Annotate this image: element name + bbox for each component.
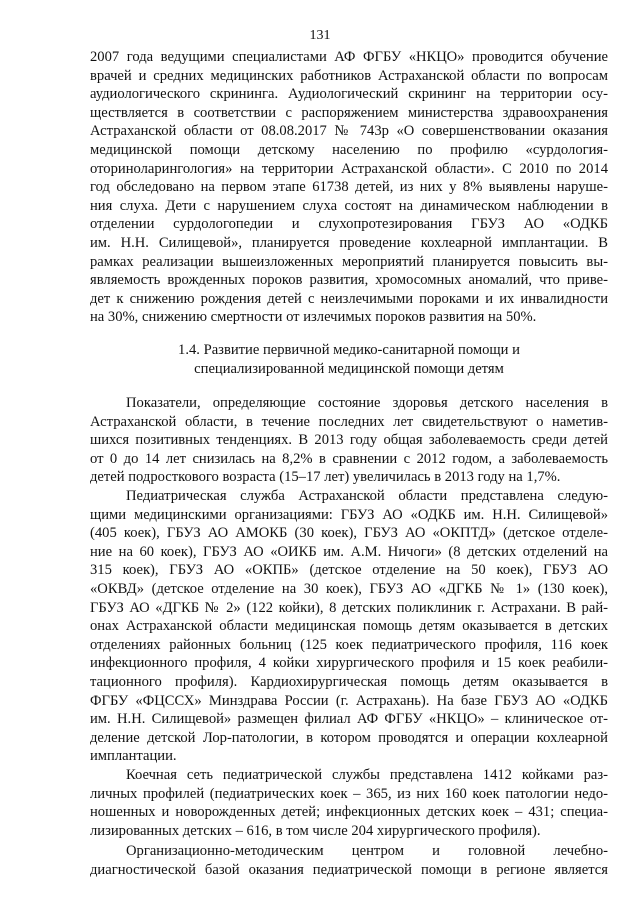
text-line: ния слуха. Дети с нарушением слуха состоят на динамическом наблюдении в (90, 197, 608, 214)
page-number: 131 (309, 28, 331, 43)
text-line: Астраханской области, в течение последних лет свидетельствуют о наметив- (90, 413, 608, 430)
paragraph-audiology-screening (90, 48, 608, 327)
paragraph-methodological-center (90, 842, 608, 879)
text-line: Педиатрическая служба Астраханской области представлена следую- (126, 488, 608, 504)
text-line: шихся позитивных тенденциях. В 2013 году общая заболеваемость среди детей (90, 432, 608, 449)
section-heading-line: 1.4. Развитие первичной медико-санитарной помощи и (178, 342, 520, 358)
text-line: ществляется в соответствии с распоряжением министерства здравоохранения (90, 104, 608, 121)
text-line: инфекционного профиля, 4 койки хирургического профиля и 15 коек реабили- (90, 655, 608, 672)
text-line: «ОКВД» (детское отделение на 30 коек), ГБУЗ АО «ДГКБ № 1» (130 коек), (90, 580, 608, 597)
text-line: (405 коек), ГБУЗ АО АМОКБ (30 коек), ГБУЗ АО «ОКПТД» (детское отделе- (90, 525, 608, 542)
text-line: ношенных и новорожденных детей; инфекционных детских коек – 431; специа- (90, 804, 608, 821)
paragraph-pediatric-service (90, 487, 608, 766)
text-line: щими медицинскими организациями: ГБУЗ АО «ОДКБ им. Н.Н. Силищевой» (90, 506, 608, 523)
text-line: Организационно-методическим центром и головной лечебно- (126, 843, 608, 859)
text-line: Астраханской области от 08.08.2017 № 743р «О совершенствовании оказания (90, 123, 608, 140)
text-line: на 30%, снижению смертности от излечимых пороков развития на 50%. (90, 309, 537, 326)
section-heading-line: специализированной медицинской помощи детям (194, 361, 504, 377)
text-line: от 0 до 14 лет снизилась на 8,2% в сравнении с 2012 годом, а заболеваемость (90, 450, 608, 467)
text-line: ФГБУ «ФЦССХ» Минздрава России (г. Астрахань). На базе ГБУЗ АО «ОДКБ (90, 692, 608, 709)
text-line: Коечная сеть педиатрической службы представлена 1412 койками раз- (126, 767, 608, 783)
text-line: врачей и средних медицинских работников Астраханской области по вопросам (90, 67, 608, 84)
text-line: являемость врожденных пороков развития, хромосомных аномалий, что приве- (90, 272, 608, 289)
text-line: дет к снижению рождения детей с неизлечимыми пороками и их инвалидности (90, 290, 608, 307)
text-line: 2007 года ведущими специалистами АФ ФГБУ «НКЦО» проводится обучение (90, 49, 608, 65)
text-line: Показатели, определяющие состояние здоровья детского населения в (126, 395, 608, 411)
text-line: им. Н.Н. Силищевой» размещен филиал АФ ФГБУ «НКЦО» – клиническое от- (90, 711, 608, 728)
text-line: аудиологического скрининга. Аудиологический скрининг на территории осу- (90, 86, 608, 103)
text-line: ние на 60 коек), ГБУЗ АО «ОИКБ им. А.М. Ничоги» (8 детских отделений на (90, 543, 608, 560)
paragraph-health-indicators (90, 394, 608, 487)
text-line: медицинской помощи детскому населению по профилю «сурдология- (90, 141, 608, 158)
text-line: лизированных детских – 616, в том числе 204 хирургического профиля). (90, 822, 541, 839)
text-line: год обследовано на первом этапе 61738 детей, из них у 8% выявлены наруше- (90, 179, 608, 196)
text-line: отделении сурдологопедии и слухопротезирования ГБУЗ АО «ОДКБ (90, 216, 608, 233)
text-line: тационного профиля). Кардиохирургическая помощь детям оказывается в (90, 673, 608, 690)
text-line: диагностической базой оказания педиатрической помощи в регионе является (90, 861, 608, 878)
text-line: имплантации. (90, 748, 177, 765)
text-line: 315 коек), ГБУЗ АО «ОКПБ» (детское отделение на 50 коек), ГБУЗ АО (90, 562, 608, 579)
paragraph-bed-network (90, 766, 608, 840)
text-line: ГБУЗ АО «ДГКБ № 2» (122 койки), 8 детских поликлиник г. Астрахани. В рай- (90, 599, 608, 616)
text-line: рамках реализации вышеизложенных мероприятий планируется повысить вы- (90, 253, 608, 270)
text-line: оториноларингология» на территории Астраханской области». С 2010 по 2014 (90, 160, 608, 177)
text-line: личных профилей (педиатрических коек – 365, из них 160 коек патологии недо- (90, 785, 608, 802)
text-line: онах Астраханской области медицинская помощь детям оказывается в детских (90, 618, 608, 635)
text-line: детей подросткового возраста (15–17 лет) увеличилась в 2013 году на 1,7%. (90, 469, 561, 486)
text-line: отделениях районных больниц (125 коек педиатрического профиля, 116 коек (90, 636, 608, 653)
section-heading (90, 341, 608, 379)
text-line: им. Н.Н. Силищевой», планируется проведение кохлеарной имплантации. В (90, 234, 608, 251)
text-line: деление детской Лор-патологии, в котором проводятся и операции кохлеарной (90, 729, 608, 746)
